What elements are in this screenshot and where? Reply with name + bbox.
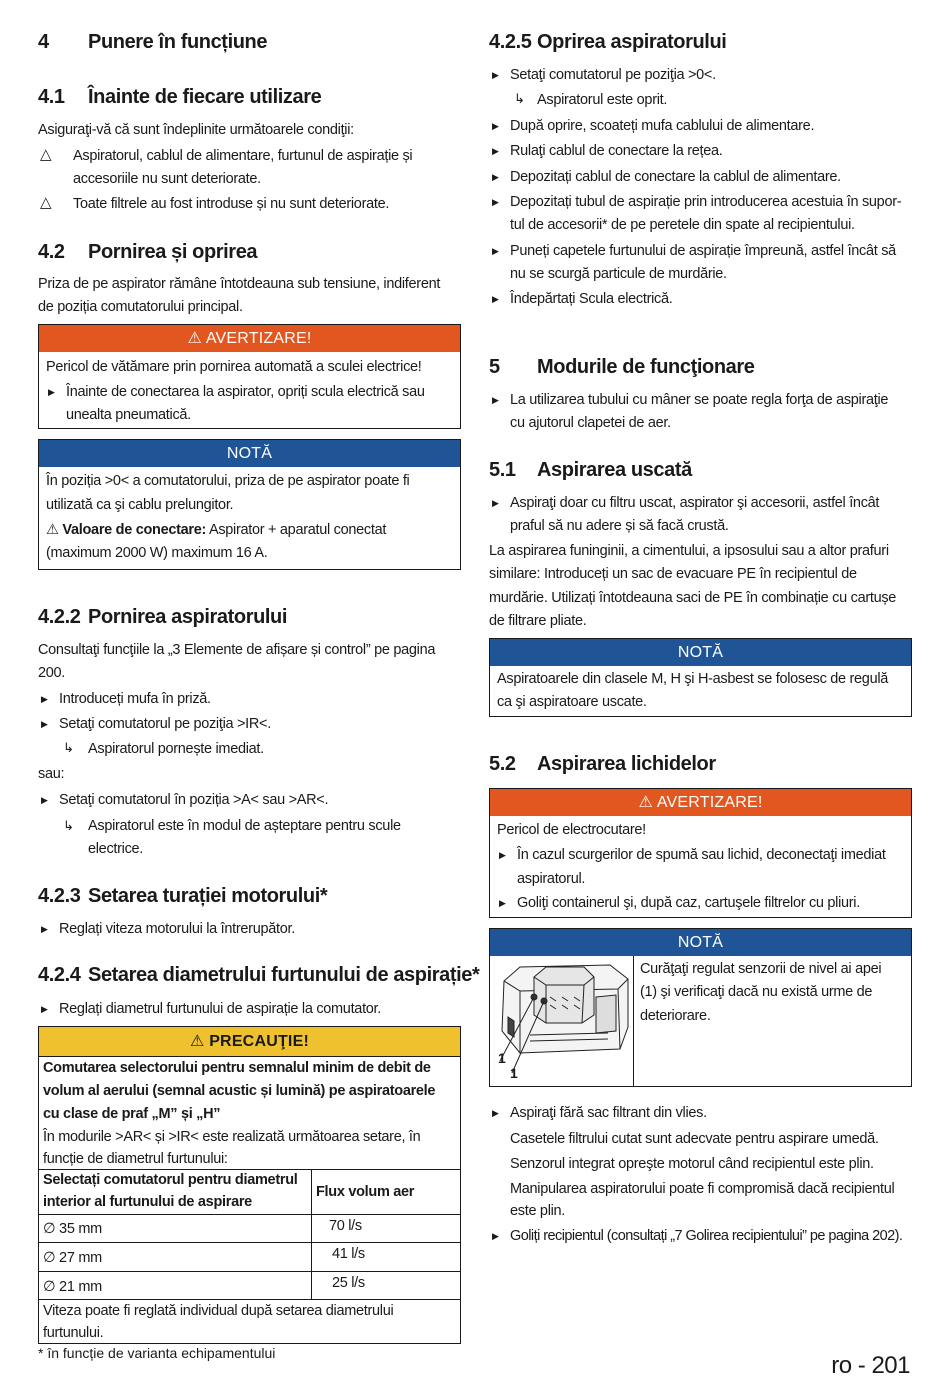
table-header-1-line2: interior al furtunului de aspirare [43, 1194, 252, 1210]
bullet-arrow-icon: ▶ [41, 924, 48, 934]
bullet-arrow-icon: ▶ [41, 795, 48, 805]
s51-text-line2: similare: Introduceți un sac de evacuare PE în recipientul de [489, 566, 857, 582]
s425-bullet-4: Depozitați cablul de conectare la cablul de alimentare. [510, 169, 841, 185]
warning-text: Pericol de vătămare prin pornirea automată a sculei electrice! [46, 359, 422, 375]
result-arrow-icon: ↳ [514, 91, 525, 106]
section-title: Aspirarea lichidelor [537, 753, 716, 775]
bullet-arrow-icon: ▶ [492, 197, 499, 207]
warning-item-2: Goliţi containerul şi, după caz, cartuşele filtrelor cu pliuri. [517, 895, 860, 911]
section-4-2-4-heading [38, 964, 480, 987]
table-cell-diameter: ∅ 27 mm [43, 1250, 102, 1266]
s425-bullet-6-line2: nu se scurgă particule de murdărie. [510, 266, 727, 282]
s425-bullet-2: După oprire, scoateți mufa cablului de alimentare. [510, 118, 815, 134]
bullet-arrow-icon: ▶ [492, 246, 499, 256]
section-5-2-heading [489, 753, 716, 776]
caution-box [38, 1026, 461, 1344]
s42-text-line1: Priza de pe aspirator rămâne întotdeauna sub tensiune, indiferent [38, 276, 441, 292]
bullet-arrow-icon: ▶ [48, 387, 55, 397]
s41-item-1-line1: Aspiratorul, cablul de alimentare, furtunul de aspirație și [73, 148, 413, 164]
s425-bullet-1: Setaţi comutatorul pe poziţia >0<. [510, 67, 716, 83]
s424-bullet-1: Reglați diametrul furtunului de aspirație la comutator. [59, 1001, 382, 1017]
table-cell-flow: 70 l/s [329, 1218, 362, 1234]
s41-item-2: Toate filtrele au fost introduse și nu sunt deteriorate. [73, 196, 390, 212]
footnote: * în funcție de varianta echipamentului [38, 1345, 276, 1361]
s52-line-4: este plin. [510, 1203, 566, 1219]
s51-text-line4: de filtrare pliate. [489, 613, 587, 629]
table-cell-flow: 25 l/s [332, 1275, 365, 1291]
s5-bullet-1-line1: La utilizarea tubului cu mâner se poate regla forţa de aspiraţie [510, 392, 889, 408]
warning-item-1-line2: aspiratorul. [517, 871, 586, 887]
sensor-illustration [490, 957, 633, 1087]
section-number: 4.2.5 [489, 31, 532, 53]
callout-1: 1 [498, 1050, 506, 1066]
s52-line-2: Senzorul integrat opreşte motorul când recipientul este plin. [510, 1156, 874, 1172]
note-line1: Curăţaţi regulat senzorii de nivel ai apei [640, 961, 882, 977]
section-title: Aspirarea uscată [537, 459, 692, 481]
section-number: 4.1 [38, 86, 65, 108]
section-4-1-heading [38, 86, 322, 109]
section-title: Pornirea aspiratorului [88, 606, 288, 628]
s425-bullet-3: Rulaţi cablul de conectare la rețea. [510, 143, 723, 159]
s425-bullet-5-line1: Depozitați tubul de aspirație prin introducerea acestuia în supor- [510, 194, 902, 210]
table-column-divider [311, 1169, 312, 1299]
bullet-arrow-icon: ▶ [492, 70, 499, 80]
table-header-1-line1: Selectați comutatorul pentru diametrul [43, 1172, 298, 1188]
s52-line-3: Manipularea aspiratorului poate fi compromisă dacă recipientul [510, 1181, 895, 1197]
section-number: 4.2.3 [38, 885, 81, 907]
note-label: NOTĂ [490, 639, 911, 666]
note-line4: (maximum 2000 W) maximum 16 A. [46, 545, 268, 561]
note-box [489, 638, 912, 717]
s422-result-2-line2: electrice. [88, 841, 144, 857]
caution-bold-line3: cu clase de praf „M” și „H” [43, 1106, 221, 1122]
warning-label: ⚠ AVERTIZARE! [39, 325, 460, 352]
triangle-icon: △ [40, 146, 52, 163]
bullet-arrow-icon: ▶ [492, 172, 499, 182]
s423-bullet-1: Reglați viteza motorului la întrerupător. [59, 921, 295, 937]
table-row-border [39, 1271, 460, 1272]
bullet-arrow-icon: ▶ [492, 1231, 499, 1241]
bullet-arrow-icon: ▶ [41, 1004, 48, 1014]
bullet-arrow-icon: ▶ [492, 395, 499, 405]
table-row-border [39, 1214, 460, 1215]
bullet-arrow-icon: ▶ [492, 498, 499, 508]
bullet-arrow-icon: ▶ [492, 146, 499, 156]
caution-bold-line2: volum al aerului (semnal acustic și lumină) pe aspiratoarele [43, 1083, 436, 1099]
s51-text-line1: La aspirarea funinginii, a cimentului, a ipsosului sau a altor prafuri [489, 543, 889, 559]
s52-bullet-1: Aspiraţi fără sac filtrant din vlies. [510, 1105, 707, 1121]
caution-foot-line2: furtunului. [43, 1325, 104, 1341]
section-title: Setarea diametrului furtunului de aspirație* [88, 964, 480, 986]
warning-box [489, 788, 912, 918]
section-title: Setarea turației motorului* [88, 885, 328, 907]
section-title: Punere în funcțiune [88, 31, 268, 53]
bullet-arrow-icon: ▶ [41, 719, 48, 729]
section-title: Oprirea aspiratorului [537, 31, 727, 53]
section-4-2-3-heading [38, 885, 328, 908]
table-cell-flow: 41 l/s [332, 1246, 365, 1262]
caution-text-line1: În modurile >AR< și >IR< este realizată următoarea setare, în [43, 1129, 421, 1145]
table-cell-diameter: ∅ 21 mm [43, 1279, 102, 1295]
section-5-heading [489, 356, 755, 379]
section-4-2-2-heading [38, 606, 288, 629]
section-number: 5.2 [489, 753, 516, 775]
section-title: Modurile de funcţionare [537, 356, 755, 378]
bullet-arrow-icon: ▶ [41, 694, 48, 704]
note-line2: utilizată ca şi cablu prelungitor. [46, 497, 234, 513]
caution-bold-line1: Comutarea selectorului pentru semnalul minim de debit de [43, 1060, 431, 1076]
bullet-arrow-icon: ▶ [492, 121, 499, 131]
s422-or: sau: [38, 766, 65, 782]
section-number: 4 [38, 31, 49, 53]
note-box [38, 439, 461, 570]
callout-1: 1 [510, 1065, 518, 1081]
section-title: Înainte de fiecare utilizare [88, 86, 322, 108]
note-bold-label: ⚠ Valoare de conectare: [46, 522, 207, 538]
section-number: 5 [489, 356, 500, 378]
bullet-arrow-icon: ▶ [492, 1108, 499, 1118]
s422-text-line1: Consultaţi funcţiile la „3 Elemente de afișare și control” pe pagina [38, 642, 436, 658]
note-connection-value [46, 519, 386, 542]
result-arrow-icon: ↳ [63, 818, 74, 833]
note-label: NOTĂ [490, 929, 911, 956]
section-4-heading [38, 31, 268, 54]
s422-result-1: Aspiratorul pornește imediat. [88, 741, 264, 757]
section-title: Pornirea și oprirea [88, 241, 258, 263]
bullet-arrow-icon: ▶ [499, 898, 506, 908]
note-line1: În poziția >0< a comutatorului, priza de pe aspirator poate fi [46, 473, 410, 489]
warning-label: ⚠ AVERTIZARE! [490, 789, 911, 816]
bullet-arrow-icon: ▶ [499, 850, 506, 860]
s52-bullet-2: Goliți recipientul (consultați „7 Golirea recipientului” pe pagina 202). [510, 1228, 903, 1244]
bullet-arrow-icon: ▶ [492, 294, 499, 304]
s422-bullet-2: Setaţi comutatorul pe poziţia >IR<. [59, 716, 271, 732]
warning-item-line2: unealta pneumatică. [66, 407, 191, 423]
s422-result-2-line1: Aspiratorul este în modul de așteptare pentru scule [88, 818, 401, 834]
s52-line-1: Casetele filtrului cutat sunt adecvate pentru aspirare umedă. [510, 1131, 879, 1147]
s425-result-1: Aspiratorul este oprit. [537, 92, 668, 108]
result-arrow-icon: ↳ [63, 740, 74, 755]
s425-bullet-6-line1: Puneți capetele furtunului de aspirație împreună, astfel încât să [510, 243, 896, 259]
s51-text-line3: murdărie. Utilizați întotdeauna saci de PE în combinație cu cartușe [489, 590, 897, 606]
warning-text: Pericol de electrocutare! [497, 822, 646, 838]
note-line1: Aspiratoarele din clasele M, H şi H-asbest se folosesc de regulă [497, 671, 889, 687]
section-4-2-5-heading [489, 31, 727, 54]
table-row-border [39, 1242, 460, 1243]
section-4-2-heading [38, 241, 258, 264]
section-number: 4.2.4 [38, 964, 81, 986]
warning-item-1-line1: În cazul scurgerilor de spumă sau lichid, deconectaţi imediat [517, 847, 886, 863]
s42-text-line2: de poziția comutatorului principal. [38, 299, 243, 315]
section-number: 4.2.2 [38, 606, 81, 628]
note-line3: deteriorare. [640, 1008, 711, 1024]
table-header-2: Flux volum aer [316, 1184, 415, 1200]
warning-item-line1: Înainte de conectarea la aspirator, opriți scula electrică sau [66, 384, 425, 400]
caution-foot-line1: Viteza poate fi reglată individual după setarea diametrului [43, 1303, 394, 1319]
section-5-1-heading [489, 459, 692, 482]
s5-bullet-1-line2: cu ajutorul clapetei de aer. [510, 415, 671, 431]
section-number: 4.2 [38, 241, 65, 263]
hose-diameter-table [39, 1169, 460, 1299]
caution-label: ⚠ PRECAUŢIE! [39, 1027, 460, 1056]
s41-item-1-line2: accesoriile nu sunt deteriorate. [73, 171, 261, 187]
s422-text-line2: 200. [38, 665, 66, 681]
divider [633, 956, 634, 1086]
warning-box [38, 324, 461, 429]
table-cell-diameter: ∅ 35 mm [43, 1221, 102, 1237]
s422-bullet-3: Setaţi comutatorul în poziția >A< sau >AR<. [59, 792, 329, 808]
s422-bullet-1: Introduceți mufa în priză. [59, 691, 211, 707]
s51-bullet-1-line1: Aspiraţi doar cu filtru uscat, aspirator şi accesorii, astfel încât [510, 495, 880, 511]
section-number: 5.1 [489, 459, 516, 481]
page-number: ro - 201 [831, 1352, 910, 1379]
s425-bullet-7: Îndepărtați Scula electrică. [510, 291, 673, 307]
triangle-icon: △ [40, 194, 52, 211]
s425-bullet-5-line2: tul de accesorii* de pe peretele din spate al recipientului. [510, 217, 855, 233]
note-box [489, 928, 912, 1087]
note-line2: (1) şi verificaţi dacă nu există urme de [640, 984, 873, 1000]
note-value-text: Aspirator + aparatul conectat [206, 522, 387, 538]
s41-intro: Asiguraţi-vă că sunt îndeplinite următoarele condiţii: [38, 122, 354, 138]
s51-bullet-1-line2: praful să nu adere și să facă crustă. [510, 518, 729, 534]
caution-text-line2: funcție de diametrul furtunului: [43, 1151, 228, 1167]
note-label: NOTĂ [39, 440, 460, 467]
note-line2: ca şi aspiratoare uscate. [497, 694, 647, 710]
